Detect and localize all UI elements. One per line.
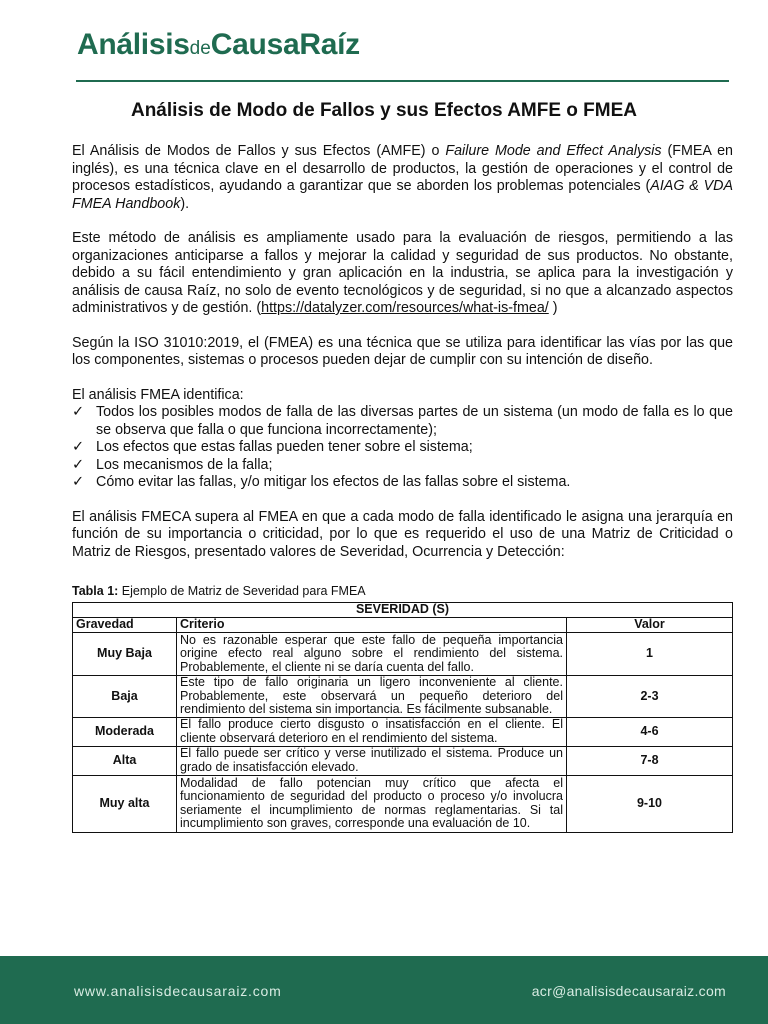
footer-bar — [0, 956, 768, 1024]
list-item-text: Los efectos que estas fallas pueden tener sobre el sistema; — [96, 439, 473, 455]
p1-text-c: (FMEA en inglés), es una técnica clave en el desarrollo de productos, la gestión de operaciones y el control de procesos estadísticos, ayudando a garantizar que se aborden los problemas potenciales ( — [72, 143, 733, 194]
paragraph-identifica: El análisis FMEA identifica: — [72, 386, 244, 403]
cell-criterio: El fallo produce cierto disgusto o insatisfacción en el cliente. El cliente observará deterioro en el rendimiento del sistema. — [177, 717, 567, 746]
paragraph-intro — [72, 143, 733, 213]
severity-table — [72, 602, 733, 833]
table-row — [73, 746, 733, 775]
p1-text-d: AIAG & VDA FMEA Handbook — [72, 178, 734, 212]
list-item-text: Todos los posibles modos de falla de las diversas partes de un sistema (un modo de falla es lo que se observa que falla o que funciona incorrectamente); — [96, 404, 733, 438]
cell-criterio: No es razonable esperar que este fallo de pequeña importancia origine efecto real alguno sobre el rendimiento del sistema. Probablemente, el cliente ni se daría cuenta del fallo. — [177, 633, 567, 676]
logo-word-de: de — [189, 38, 211, 59]
column-header-valor: Valor — [567, 618, 733, 633]
logo-word-analisis: Análisis — [77, 28, 190, 61]
cell-valor: 7-8 — [567, 746, 733, 775]
p2-text-b: ) — [548, 300, 558, 316]
list-item-text: Cómo evitar las fallas, y/o mitigar los efectos de las fallas sobre el sistema. — [96, 474, 571, 490]
header-divider — [76, 80, 729, 82]
checklist — [72, 404, 733, 492]
paragraph-iso: Según la ISO 31010:2019, el (FMEA) es una técnica que se utiliza para identificar las vías por las que los componentes, sistemas o procesos pueden dejar de cumplir con su intención de diseño. — [72, 334, 733, 368]
p1-text-e: ). — [180, 195, 190, 212]
caption-text: Ejemplo de Matriz de Severidad para FMEA — [118, 584, 366, 598]
table-row — [73, 775, 733, 832]
table-row — [73, 633, 733, 676]
table-row — [73, 676, 733, 718]
list-item — [72, 404, 733, 439]
cell-gravedad: Alta — [73, 746, 177, 775]
logo-word-raiz: Raíz — [299, 28, 360, 61]
p2-text-a: Este método de análisis es ampliamente usado para la evaluación de riesgos, permitiendo a las organizaciones anticiparse a fallos y mejorar la calidad y seguridad de sus productos. No obstante, debido a su fácil entendimiento y gran aplicación en la industria, se aplica para la investigación y análisis de causa Raíz, no solo de evento tecnológicos y de seguridad, si no que a alcanzado aspectos administrativos y de gestión. ( — [72, 230, 733, 316]
table-caption — [72, 584, 366, 598]
cell-gravedad: Baja — [73, 676, 177, 718]
cell-gravedad: Muy alta — [73, 775, 177, 832]
checkmark-icon: ✓ — [72, 439, 84, 455]
brand-logo — [77, 28, 360, 68]
paragraph-fmeca: El análisis FMECA supera al FMEA en que a cada modo de falla identificado le asigna una jerarquía en función de su importancia o criticidad, por lo que es requerido el uso de una Matriz de Criticidad o Matriz de Riesgos, presentado valores de Severidad, Ocurrencia y Detección: — [72, 508, 733, 560]
checkmark-icon: ✓ — [72, 474, 84, 490]
column-header-criterio: Criterio — [177, 618, 567, 633]
table-column-header-row — [73, 618, 733, 633]
cell-criterio: El fallo puede ser crítico y verse inutilizado el sistema. Produce un grado de insatisfacción elevado. — [177, 746, 567, 775]
list-item-text: Los mecanismos de la falla; — [96, 456, 273, 473]
cell-criterio: Modalidad de fallo potencian muy crítico que afecta el funcionamiento de seguridad del producto o proceso y/o involucra seriamente el incumplimiento de normas reglamentarias. Si tal incumplimiento son graves, corresponde una evaluación de 10. — [177, 775, 567, 832]
footer-email-link[interactable]: acr@analisisdecausaraiz.com — [531, 983, 726, 999]
list-item — [72, 474, 733, 492]
page-title: Análisis de Modo de Fallos y sus Efectos AMFE o FMEA — [130, 100, 638, 121]
table-group-header-row — [73, 603, 733, 618]
cell-valor: 9-10 — [567, 775, 733, 832]
cell-gravedad: Muy Baja — [73, 633, 177, 676]
checkmark-icon: ✓ — [72, 456, 84, 473]
reference-link[interactable]: https://datalyzer.com/resources/what-is-fmea/ — [261, 300, 549, 316]
list-item — [72, 457, 733, 475]
p1-text-b: Failure Mode and Effect Analysis — [445, 143, 662, 159]
cell-valor: 4-6 — [567, 717, 733, 746]
list-item — [72, 439, 733, 457]
table-row — [73, 717, 733, 746]
cell-gravedad: Moderada — [73, 717, 177, 746]
column-header-gravedad: Gravedad — [73, 618, 177, 633]
logo-word-causa: Causa — [210, 28, 300, 61]
checkmark-icon: ✓ — [72, 404, 84, 420]
p1-text-a: El Análisis de Modos de Fallos y sus Efectos (AMFE) o — [72, 143, 446, 159]
document-body — [72, 143, 733, 578]
cell-valor: 2-3 — [567, 676, 733, 718]
cell-criterio: Este tipo de fallo originaria un ligero inconveniente al cliente. Probablemente, este observará un pequeño deterioro del rendimiento del sistema sin importancia. Es fácilmente subsanable. — [177, 676, 567, 718]
footer-website-link[interactable]: www.analisisdecausaraiz.com — [74, 983, 282, 999]
paragraph-method — [72, 230, 733, 318]
caption-label: Tabla 1: — [72, 584, 119, 598]
group-header: SEVERIDAD (S) — [73, 603, 733, 618]
cell-valor: 1 — [567, 633, 733, 676]
